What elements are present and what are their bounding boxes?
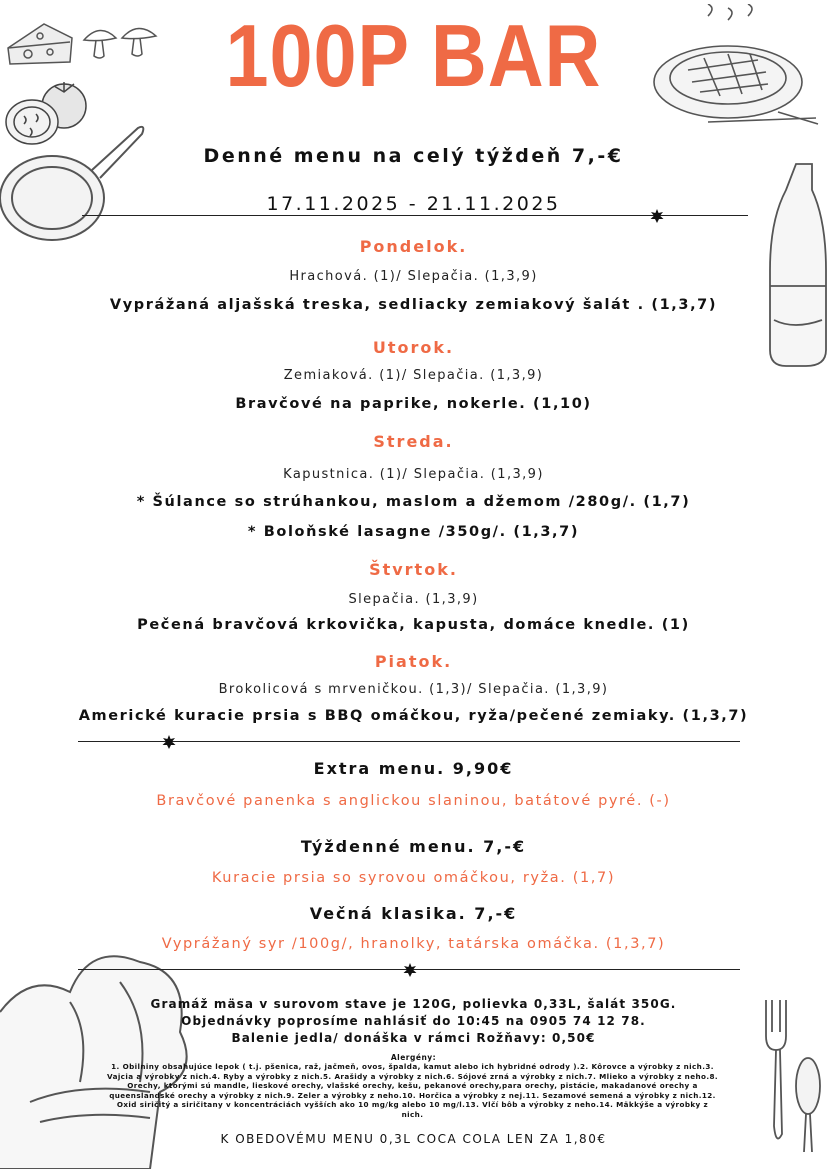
soup-line: Zemiaková. (1)/ Slepačia. (1,3,9) <box>283 368 544 383</box>
main-dish: Pečená bravčová krkovička, kapusta, domáce knedle. (1) <box>137 617 690 633</box>
main-dish: * Šúlance so strúhankou, maslom a džemom /280g/. (1,7) <box>136 494 691 510</box>
classic-menu-dish: Vyprážaný syr /100g/, hranolky, tatárska omáčka. (1,3,7) <box>161 936 666 952</box>
main-dish: Americké kuracie prsia s BBQ omáčkou, ryža/pečené zemiaky. (1,3,7) <box>78 708 749 724</box>
day-heading-tuesday: Utorok. <box>372 338 455 357</box>
soup-line: Slepačia. (1,3,9) <box>348 592 479 607</box>
day-heading-wednesday: Streda. <box>373 432 454 451</box>
day-heading-thursday: Štvrtok. <box>369 560 458 579</box>
divider-line <box>82 215 748 216</box>
menu-subtitle: Denné menu na celý týždeň 7,-€ <box>203 145 624 167</box>
frying-pan-icon <box>0 118 150 248</box>
divider-ornament <box>162 735 176 749</box>
day-heading-friday: Piatok. <box>374 652 453 671</box>
main-dish: * Boloňské lasagne /350g/. (1,3,7) <box>247 524 580 540</box>
restaurant-title: 100P BAR <box>225 6 602 105</box>
extra-menu-dish: Bravčové panenka s anglickou slaninou, batátové pyré. (-) <box>156 793 671 809</box>
soup-line: Brokolicová s mrveničkou. (1,3)/ Slepačia. (1,3,9) <box>218 682 609 697</box>
portion-note: Gramáž mäsa v surovom stave je 120G, polievka 0,33L, šalát 350G. <box>150 997 677 1011</box>
drink-offer: K OBEDOVÉMU MENU 0,3L COCA COLA LEN ZA 1,80€ <box>220 1132 607 1146</box>
soup-line: Hrachová. (1)/ Slepačia. (1,3,9) <box>289 269 538 284</box>
weekly-menu-heading: Týždenné menu. 7,-€ <box>300 837 527 856</box>
allergens-title: Alergény: <box>390 1053 437 1062</box>
extra-menu-heading: Extra menu. 9,90€ <box>313 759 514 778</box>
main-dish: Bravčové na paprike, nokerle. (1,10) <box>235 396 592 412</box>
classic-menu-heading: Večná klasika. 7,-€ <box>309 904 518 923</box>
weekly-menu-dish: Kuracie prsia so syrovou omáčkou, ryža. (1,7) <box>211 870 616 886</box>
delivery-note: Balenie jedla/ donáška v rámci Rožňavy: 0,50€ <box>231 1031 596 1045</box>
allergens-list: 1. Obilniny obsahujúce lepok ( t.j. pšenica, raž, jačmeň, ovos, špalda, kamut alebo ich hybridné odrody ).2. Kôrovce a výrobky z nich.3. Vajcia a výrobky z nich.4. Ryby a výrobky z nich.5. Arašidy a výrobky z nich.6. Sójové zrná a výrobky z nich.7. Mlieko a výrobky z neho.8. Orechy, ktorými sú mandle, lieskové orechy, vlašské orechy, kešu, pekanové orechy,para orechy, pistácie, makadanové orechy a queenslandské orechy a výrobky z nich.9. Zeler a výrobky z neho.10. Horčica a výrobky z nej.11. Sezamové semená a výrobky z nich.12. Oxid siričitý a siričitany v koncentráciách vyšších ako 10 mg/kg alebo 10 mg/l.13. Vlčí bôb a výrobky z neho.14. Mäkkýše a výrobky z nich. <box>107 1062 718 1119</box>
divider-ornament <box>403 963 417 977</box>
soup-line: Kapustnica. (1)/ Slepačia. (1,3,9) <box>283 467 544 482</box>
menu-dates: 17.11.2025 - 21.11.2025 <box>266 193 561 215</box>
day-heading-monday: Pondelok. <box>359 237 468 256</box>
divider-line <box>78 741 740 742</box>
main-dish: Vyprážaná aljašská treska, sedliacky zemiakový šalát . (1,3,7) <box>109 297 718 313</box>
divider-ornament <box>650 209 664 223</box>
order-note: Objednávky poprosíme nahlásiť do 10:45 na 0905 74 12 78. <box>181 1014 646 1028</box>
